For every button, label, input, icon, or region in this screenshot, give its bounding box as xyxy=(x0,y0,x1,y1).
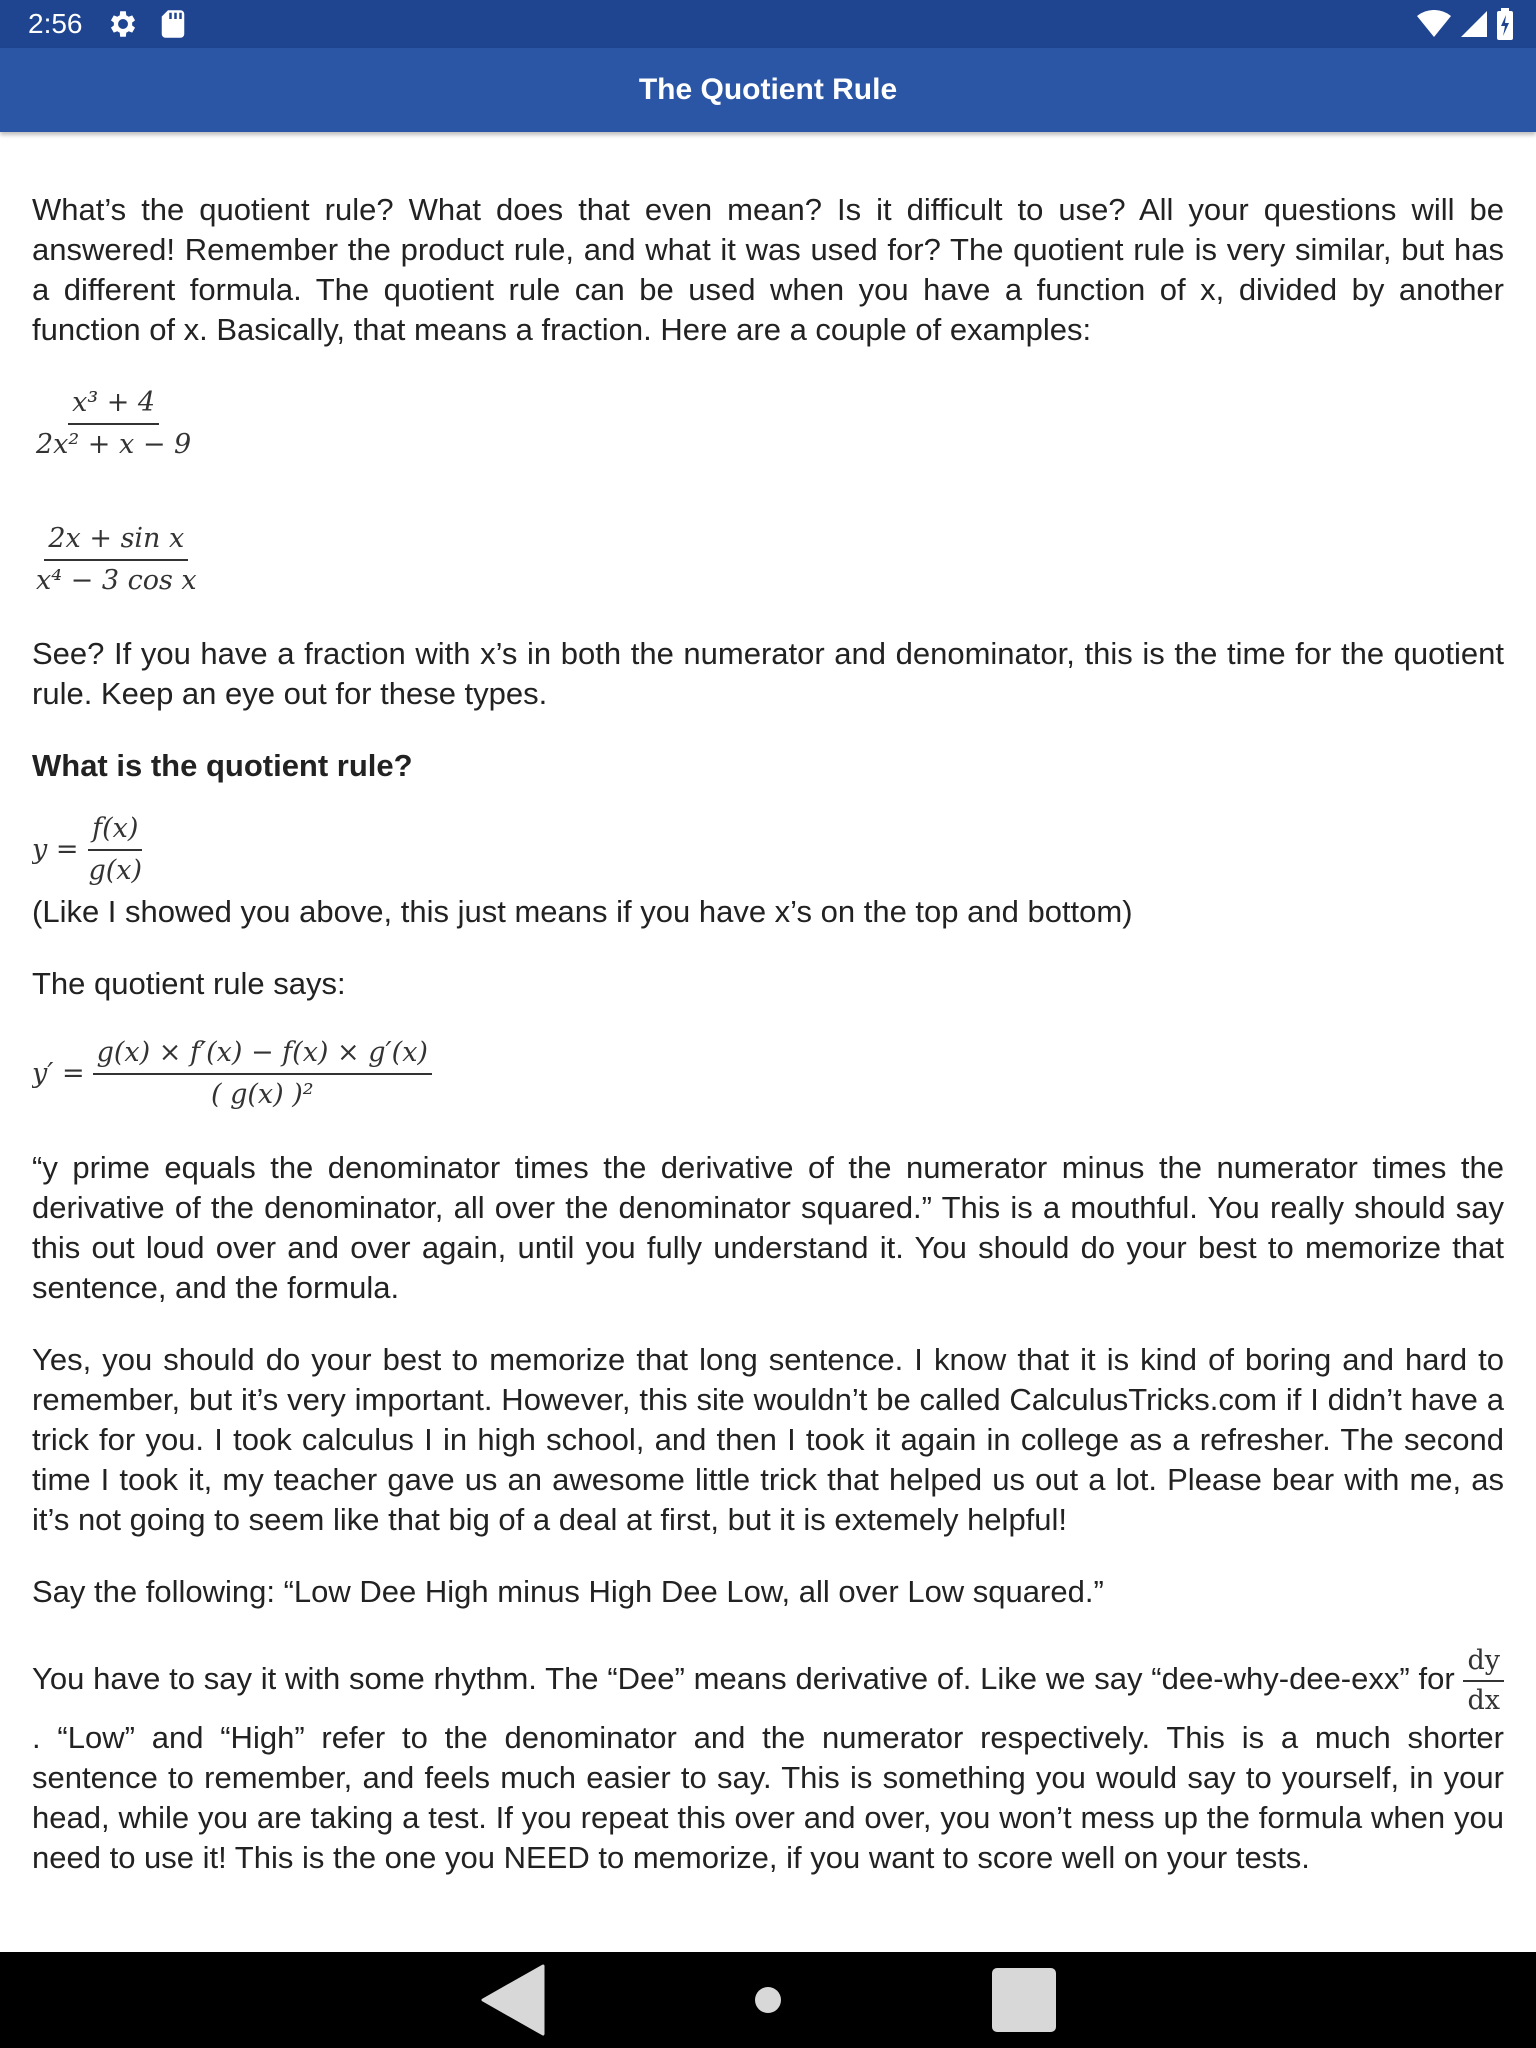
recents-button[interactable] xyxy=(964,1952,1084,2048)
example-fraction-1 xyxy=(32,374,1504,474)
battery-icon xyxy=(1496,8,1514,40)
example2-numerator: 2x + sin x xyxy=(44,521,188,561)
prime-paragraph: “y prime equals the denominator times the derivative of the numerator minus the numerator times the derivative of the denominator, all over the denominator squared.” This is a mouthful. You really should say this out loud over and over again, until you fully understand it. You should do your best to memorize that sentence, and the formula. xyxy=(32,1150,1504,1305)
rhythm-paragraph xyxy=(32,1644,1504,1878)
article-content xyxy=(32,190,1504,1950)
page-title: The Quotient Rule xyxy=(638,73,898,106)
definition-numerator: f(x) xyxy=(88,811,142,851)
example2-denominator: x⁴ − 3 cos x xyxy=(36,565,197,596)
dydx-fraction xyxy=(1463,1644,1504,1718)
example1-numerator: x³ + 4 xyxy=(68,385,159,425)
see-paragraph: See? If you have a fraction with x’s in both the numerator and denominator, this is the time for the quotient rule. Keep an eye out for these types. xyxy=(32,636,1504,711)
formula-denominator: ( g(x) )² xyxy=(210,1079,314,1110)
wifi-icon xyxy=(1416,10,1452,38)
like-paragraph: (Like I showed you above, this just means if you have x’s on the top and bottom) xyxy=(32,894,1133,929)
intro-paragraph: What’s the quotient rule? What does that even mean? Is it difficult to use? All your questions will be answered! Remember the product rule, and what it was used for? The quotient rule is very similar, but has a different formula. The quotient rule can be used when you have a function of x, divided by another function of x. Basically, that means a fraction. Here are a couple of examples: xyxy=(32,192,1504,347)
gear-icon xyxy=(106,7,140,41)
definition-formula xyxy=(32,808,1504,892)
back-icon xyxy=(479,1964,545,2036)
says-paragraph: The quotient rule says: xyxy=(32,966,346,1001)
example-fraction-2 xyxy=(32,510,1504,610)
rhythm-paragraph-end: . “Low” and “High” refer to the denominator and the numerator respectively. This is a much shorter sentence to remember, and feels much easier to say. This is something you would say to yourself, in your head, while you are taking a test. If you repeat this over and over, you won’t mess up the formula when you need to use it! This is the one you NEED to memorize, if you want to score well on your tests. xyxy=(32,1720,1504,1875)
example1-denominator: 2x² + x − 9 xyxy=(36,429,192,460)
app-bar xyxy=(0,48,1536,132)
definition-lhs: y = xyxy=(32,834,79,865)
back-button[interactable] xyxy=(452,1952,572,2048)
dydx-numerator: dy xyxy=(1463,1644,1504,1682)
rhythm-paragraph-start: You have to say it with some rhythm. The “Dee” means derivative of. Like we say “dee-why-dee-exx” for xyxy=(32,1661,1455,1697)
home-button[interactable] xyxy=(708,1952,828,2048)
yes-paragraph: Yes, you should do your best to memorize that long sentence. I know that it is kind of boring and hard to remember, but it’s very important. However, this site wouldn’t be called CalculusTricks.com if I didn’t have a trick for you. I took calculus I in high school, and then I took it again in college as a refresher. The second time I took it, my teacher gave us an awesome little trick that helped us out a lot. Please bear with me, as it’s not going to seem like that big of a deal at first, but it is extemely helpful! xyxy=(32,1342,1504,1537)
signal-icon xyxy=(1460,10,1488,38)
status-time: 2:56 xyxy=(28,8,83,39)
section-heading: What is the quotient rule? xyxy=(32,748,413,783)
definition-denominator: g(x) xyxy=(88,855,143,886)
quotient-rule-formula xyxy=(32,1024,1504,1124)
navigation-bar xyxy=(0,1952,1536,2048)
say-paragraph: Say the following: “Low Dee High minus High Dee Low, all over Low squared.” xyxy=(32,1574,1104,1609)
status-bar xyxy=(0,0,1536,48)
formula-lhs: y′ = xyxy=(32,1058,85,1089)
dydx-denominator: dx xyxy=(1467,1685,1500,1716)
home-icon xyxy=(753,1985,783,2015)
recents-icon xyxy=(991,1967,1057,2033)
sd-card-icon xyxy=(160,9,186,39)
formula-numerator: g(x) × f′(x) − f(x) × g′(x) xyxy=(93,1035,432,1075)
status-right-icons xyxy=(1416,8,1514,40)
